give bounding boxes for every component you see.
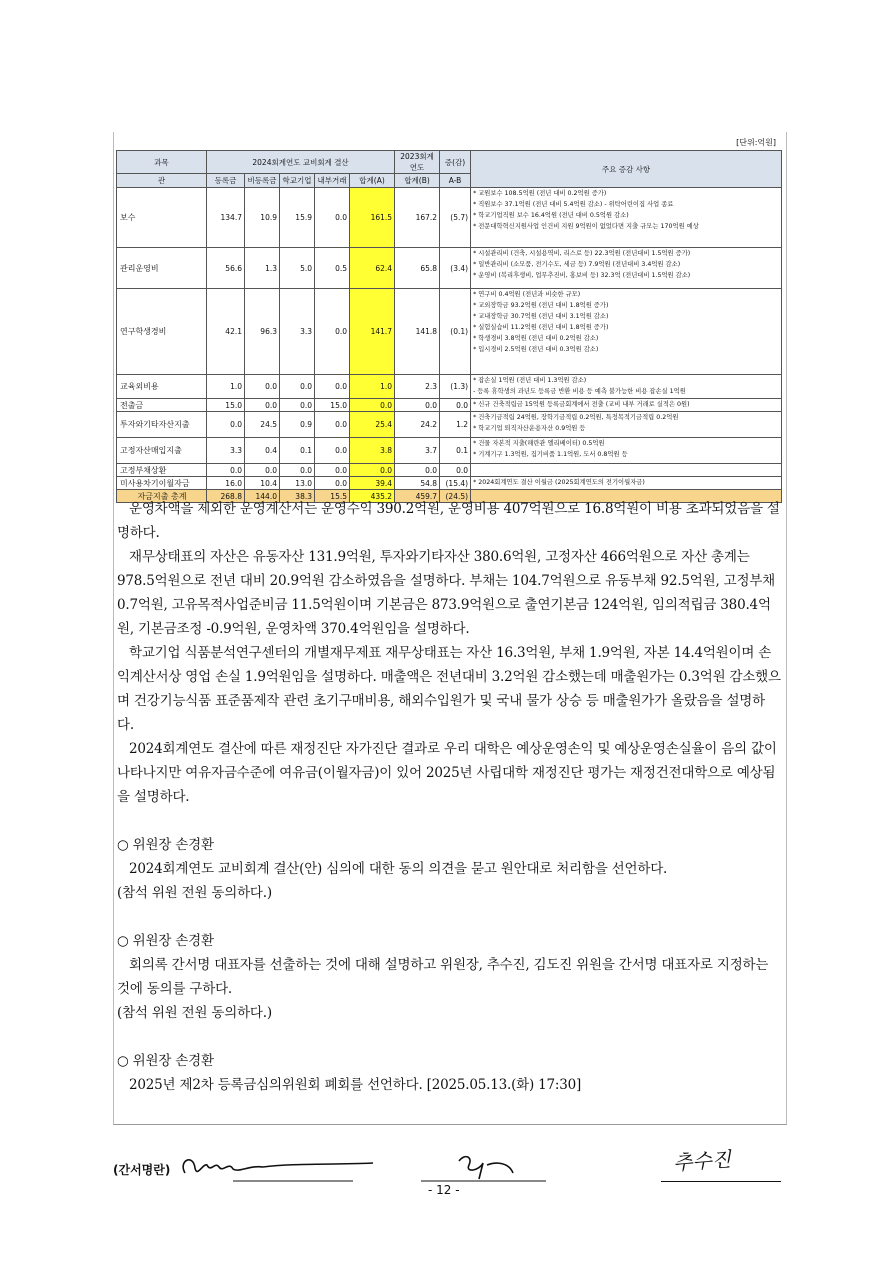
cell-notes [471,248,782,289]
cell-internal: 0.0 [315,438,350,464]
cell-school-company: 0.0 [280,464,315,477]
row-subject: 관리운영비 [117,248,207,289]
cell-internal: 0.0 [315,464,350,477]
cell-diff: (1.3) [440,375,471,399]
cell-non-tuition: 96.3 [245,289,280,375]
minutes-body [117,497,781,1097]
row-subject: 미사용차기이월자금 [117,477,207,490]
note-line: * 기계기구 1.3억원, 집기비품 1.1억원, 도서 0.8억원 등 [473,451,628,458]
cell-diff: 0.0 [440,399,471,412]
cell-diff: (5.7) [440,188,471,248]
cell-sum-b: 0.0 [395,464,440,477]
attendance-note: (참석 위원 전원 동의하다.) [117,885,272,901]
cell-sum-a: 161.5 [350,188,395,248]
table-row [117,375,782,399]
row-subject: 연구학생경비 [117,289,207,375]
paragraph: 회의록 간서명 대표자를 선출하는 것에 대해 설명하고 위원장, 추수진, 김도진 위원을 간서명 대표자로 지정하는 것에 동의를 구하다. [117,957,769,997]
note-line: * 잡손실 1억원 (전년 대비 1.3억원 감소) [473,377,587,384]
cell-school-company: 0.1 [280,438,315,464]
cell-school-company: 0.0 [280,399,315,412]
cell-sum-b: 2.3 [395,375,440,399]
header-sum-b: 합계(B) [395,174,440,188]
cell-sum-a: 141.7 [350,289,395,375]
note-line: * 입시경비 2.5억원 (전년 대비 0.3억원 감소) [473,346,599,353]
table-row [117,248,782,289]
paragraph: 재무상태표의 자산은 유동자산 131.9억원, 투자와기타자산 380.6억원, 고정자산 466억원으로 자산 총계는 978.5억원으로 전년 대비 20.9억원 감소하였음을 설명하다. 부채는 104.7억원으로 유동부채 92.5억원, 고정부채 0.7억원, 고유목적사업준비금 11.5억원이며 기본금은 873.9억원으로 출연기본금 124억원, 임의적립금 380.4억원, 기본금조정 -0.9억원, 운영차액 370.4억원임을 설명하다. [117,549,776,637]
table-row [117,438,782,464]
cell-sum-a: 3.8 [350,438,395,464]
note-line: * 2024회계연도 결산 이월금 (2025회계연도의 전기이월자금) [473,479,645,486]
cell-sum-b: 3.7 [395,438,440,464]
cell-sum-b: 54.8 [395,477,440,490]
cell-sum-b: 65.8 [395,248,440,289]
note-line: * 교외장학금 93.2억원 (전년 대비 1.8억원 증가) [473,302,609,309]
section-heading: ○ 위원장 손경환 [117,1053,214,1069]
cell-notes [471,375,782,399]
header-internal: 내부거래 [315,174,350,188]
cell-internal: 0.0 [315,477,350,490]
cell-tuition: 16.0 [207,477,245,490]
cell-non-tuition: 1.3 [245,248,280,289]
cell-tuition: 56.6 [207,248,245,289]
row-subject: 전출금 [117,399,207,412]
row-subject: 보수 [117,188,207,248]
cell-diff: 0.1 [440,438,471,464]
header-2023: 2023회계연도 [395,151,440,174]
cell-tuition: 15.0 [207,399,245,412]
total-cell-b: 459.7 [395,490,440,503]
table-header-row-1 [117,151,782,174]
total-cell-a: 435.2 [350,490,395,503]
table-row [117,464,782,477]
cell-notes [471,289,782,375]
total-cell-v1: 268.8 [207,490,245,503]
cell-non-tuition: 0.0 [245,399,280,412]
header-tuition: 등록금 [207,174,245,188]
table-row [117,188,782,248]
cell-diff: (3.4) [440,248,471,289]
unit-label: [단위:억원] [736,138,776,147]
cell-school-company: 15.9 [280,188,315,248]
header-2024: 2024회계연도 교비회계 결산 [207,151,395,174]
cell-notes [471,399,782,412]
cell-diff: (15.4) [440,477,471,490]
cell-notes [471,412,782,438]
cell-internal: 0.0 [315,412,350,438]
cell-school-company: 0.9 [280,412,315,438]
cell-non-tuition: 10.9 [245,188,280,248]
cell-non-tuition: 0.0 [245,464,280,477]
cell-sum-a: 39.4 [350,477,395,490]
cell-non-tuition: 0.4 [245,438,280,464]
signature-1 [173,1143,373,1188]
header-notes: 주요 증감 사항 [471,151,782,188]
paragraph: 학교기업 식품분석연구센터의 개별재무제표 재무상태표는 자산 16.3억원, 부채 1.9억원, 자본 14.4억원이며 손익계산서상 영업 손실 1.9억원임을 설명하다. 매출액은 전년대비 3.2억원 감소했는데 매출원가는 0.3억원 감소했으며 건강기능식품 표준품제작 관련 초기구매비용, 해외수입원가 및 국내 물가 상승 등 매출원가가 올랐음을 설명하다. [117,645,781,733]
paragraph: 2024회계연도 결산에 따른 재정진단 자가진단 결과로 우리 대학은 예상운영손익 및 예상운영손실율이 음의 값이 나타나지만 여유자금수준에 여유금(이월자금)이 있어 2025년 사립대학 재정진단 평가는 재정건전대학으로 예상됨을 설명하다. [117,741,777,805]
cell-tuition: 0.0 [207,412,245,438]
cell-diff: (0.1) [440,289,471,375]
cell-internal: 0.5 [315,248,350,289]
note-line: * 실험실습비 11.2억원 (전년 대비 1.8억원 증가) [473,324,609,331]
signature-label: (간서명란) [113,1163,171,1177]
table-row [117,399,782,412]
cell-diff: 0.0 [440,464,471,477]
note-line: * 신규 건축적립금 15억원 등록금회계에서 전출 (교비 내부 거래로 실적은 0원) [473,401,690,408]
section-heading: ○ 위원장 손경환 [117,933,214,949]
cell-school-company: 5.0 [280,248,315,289]
row-subject: 고정자산매입지출 [117,438,207,464]
cell-sum-b: 0.0 [395,399,440,412]
cell-notes [471,464,782,477]
cell-internal: 15.0 [315,399,350,412]
note-line: * 건물 자본적 지출(해란관 엘리베이터) 0.5억원 [473,440,605,447]
header-gwan: 관 [117,174,207,188]
note-line: * 건축기금적립 24억원, 장학기금적립 0.2억원, 특정목적기금적립 0.2억원 [473,414,679,421]
row-subject: 교육외비용 [117,375,207,399]
page-number: - 12 - [428,1183,460,1197]
cell-tuition: 42.1 [207,289,245,375]
header-sum-a: 합계(A) [350,174,395,188]
note-line: * 학교기업직원 보수 16.4억원 (전년 대비 0.5억원 감소) [473,212,629,219]
cell-sum-a: 62.4 [350,248,395,289]
cell-sum-a: 25.4 [350,412,395,438]
cell-internal: 0.0 [315,375,350,399]
paragraph: 2024회계연도 교비회계 결산(안) 심의에 대한 동의 의견을 묻고 원안대로 처리함을 선언하다. [129,861,668,877]
note-line: * 시설관리비 (건축, 시설용역비, 리스로 등) 22.3억원 (전년대비 1.5억원 증가) [473,250,691,257]
note-line: * 교원보수 108.5억원 (전년 대비 0.2억원 증가) [473,190,607,197]
note-line: * 운영비 (복리후생비, 업무추진비, 홍보비 등) 32.3억 (전년대비 1.5억원 감소) [473,272,691,279]
cell-sum-a: 0.0 [350,399,395,412]
cell-tuition: 0.0 [207,464,245,477]
cell-sum-a: 0.0 [350,464,395,477]
cell-sum-b: 141.8 [395,289,440,375]
cell-notes [471,188,782,248]
cell-school-company: 13.0 [280,477,315,490]
note-line: * 연구비 0.4억원 (전년과 비슷한 규모) [473,291,581,298]
note-line: * 학교기업 퇴직자산운용자산 0.9억원 등 [473,425,586,432]
row-subject: 투자와기타자산지출 [117,412,207,438]
note-line: * 교내장학금 30.7억원 (전년 대비 3.1억원 감소) [473,313,609,320]
cell-tuition: 1.0 [207,375,245,399]
table-row [117,477,782,490]
header-subject: 과목 [117,151,207,174]
section-heading: ○ 위원장 손경환 [117,837,214,853]
note-line: * 학생경비 3.8억원 (전년 대비 0.2억원 감소) [473,335,599,342]
cell-tuition: 134.7 [207,188,245,248]
row-subject: 고정부채상환 [117,464,207,477]
cell-sum-b: 167.2 [395,188,440,248]
note-line: * 직원보수 37.1억원 (전년 대비 5.4억원 감소) - 위탁어린이집 사업 종료 [473,201,674,208]
cell-non-tuition: 10.4 [245,477,280,490]
note-line: * 전문대학혁신지원사업 인건비 지원 9억원이 없었다면 지출 규모는 170억원 예상 [473,223,699,230]
header-diff: 증(감) [440,151,471,174]
cell-school-company: 3.3 [280,289,315,375]
total-cell-v3: 38.3 [280,490,315,503]
attendance-note: (참석 위원 전원 동의하다.) [117,1005,272,1021]
cell-diff: 1.2 [440,412,471,438]
signature-2 [421,1143,551,1188]
paragraph: 운영차액을 제외한 운영계산서는 운영수익 390.2억원, 운영비용 407억원으로 16.8억원이 비용 초과되었음을 설명하다. [117,501,780,541]
header-a-b: A-B [440,174,471,188]
cell-school-company: 0.0 [280,375,315,399]
table-row [117,289,782,375]
total-cell-name: 자금지출 총계 [117,490,207,503]
cell-non-tuition: 24.5 [245,412,280,438]
cell-internal: 0.0 [315,289,350,375]
cell-sum-b: 24.2 [395,412,440,438]
cell-sum-a: 1.0 [350,375,395,399]
paragraph: 2025년 제2차 등록금심의위원회 폐회를 선언하다. [2025.05.13.(화) 17:30] [129,1077,582,1093]
cell-notes [471,477,782,490]
cell-tuition: 3.3 [207,438,245,464]
cell-notes [471,438,782,464]
total-cell-v2: 144.0 [245,490,280,503]
budget-table [116,150,782,503]
note-line: * 일반관리비 (소모품, 전기수도, 세금 등) 7.9억원 (전년대비 3.4억원 감소) [473,261,681,268]
signature-3: 추수진 [672,1147,732,1175]
cell-non-tuition: 0.0 [245,375,280,399]
header-non-tuition: 비등록금 [245,174,280,188]
cell-internal: 0.0 [315,188,350,248]
total-cell-v4: 15.5 [315,490,350,503]
total-cell-d: (24.5) [440,490,471,503]
header-school-company: 학교기업 [280,174,315,188]
note-line: - 등록 휴학생의 과년도 등록금 반환 비용 등 예측 불가능한 비용 잡손실 1억원 [473,388,686,395]
table-row [117,412,782,438]
